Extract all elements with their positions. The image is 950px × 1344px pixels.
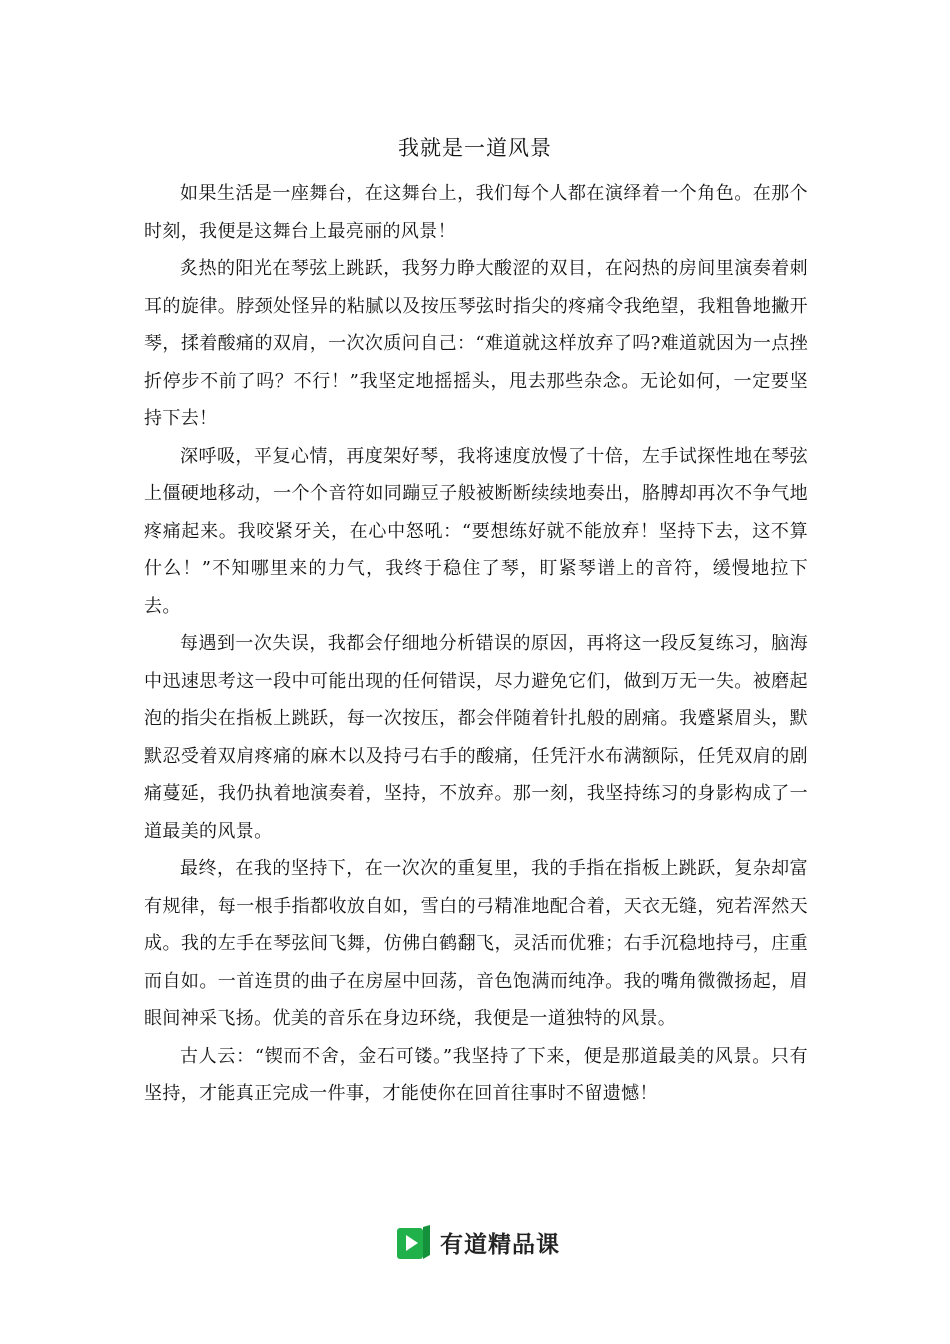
paragraph: 深呼吸，平复心情，再度架好琴，我将速度放慢了十倍，左手试探性地在琴弦上僵硬地移动，一个个音符如同蹦豆子般被断断续续地奏出，胳膊却再次不争气地疼痛起来。我咬紧牙关，在心中怒吼：“要想练好就不能放弃！坚持下去，这不算什么！”不知哪里来的力气，我终于稳住了琴，盯紧琴谱上的音符，缓慢地拉下去。 [144, 445, 808, 617]
paragraph: 如果生活是一座舞台，在这舞台上，我们每个人都在演绎着一个角色。在那个时刻，我便是这舞台上最亮丽的风景！ [144, 183, 808, 242]
paragraph: 每遇到一次失误，我都会仔细地分析错误的原因，再将这一段反复练习，脑海中迅速思考这一段中可能出现的任何错误，尽力避免它们，做到万无一失。被磨起泡的指尖在指板上跳跃，每一次按压，都会伴随着针扎般的剧痛。我蹙紧眉头，默默忍受着双肩疼痛的麻木以及持弓右手的酸痛，任凭汗水布满额际，任凭双肩的剧痛蔓延，我仍执着地演奏着，坚持，不放弃。那一刻，我坚持练习的身影构成了一道最美的风景。 [144, 633, 808, 842]
footer-brand-logo [396, 1222, 560, 1262]
paragraph: 古人云：“锲而不舍，金石可镂。”我坚持了下来，便是那道最美的风景。只有坚持，才能真正完成一件事，才能使你在回首往事时不留遗憾！ [144, 1045, 808, 1104]
play-book-icon [396, 1223, 432, 1261]
brand-name: 有道精品课 [440, 1231, 560, 1258]
paragraph: 炙热的阳光在琴弦上跳跃，我努力睁大酸涩的双目，在闷热的房间里演奏着刺耳的旋律。脖颈处怪异的粘腻以及按压琴弦时指尖的疼痛令我绝望，我粗鲁地撇开琴，揉着酸痛的双肩，一次次质问自己：“难道就这样放弃了吗?难道就因为一点挫折停步不前了吗？不行！”我坚定地摇摇头，甩去那些杂念。无论如何，一定要坚持下去！ [144, 258, 808, 429]
page-title: 我就是一道风景 [398, 136, 552, 160]
paragraph: 最终，在我的坚持下，在一次次的重复里，我的手指在指板上跳跃，复杂却富有规律，每一根手指都收放自如，雪白的弓精准地配合着，天衣无缝，宛若浑然天成。我的左手在琴弦间飞舞，仿佛白鹤翻飞，灵活而优雅；右手沉稳地持弓，庄重而自如。一首连贯的曲子在房屋中回荡，音色饱满而纯净。我的嘴角微微扬起，眉眼间神采飞扬。优美的音乐在身边环绕，我便是一道独特的风景。 [144, 858, 808, 1029]
article-body [144, 175, 808, 1113]
